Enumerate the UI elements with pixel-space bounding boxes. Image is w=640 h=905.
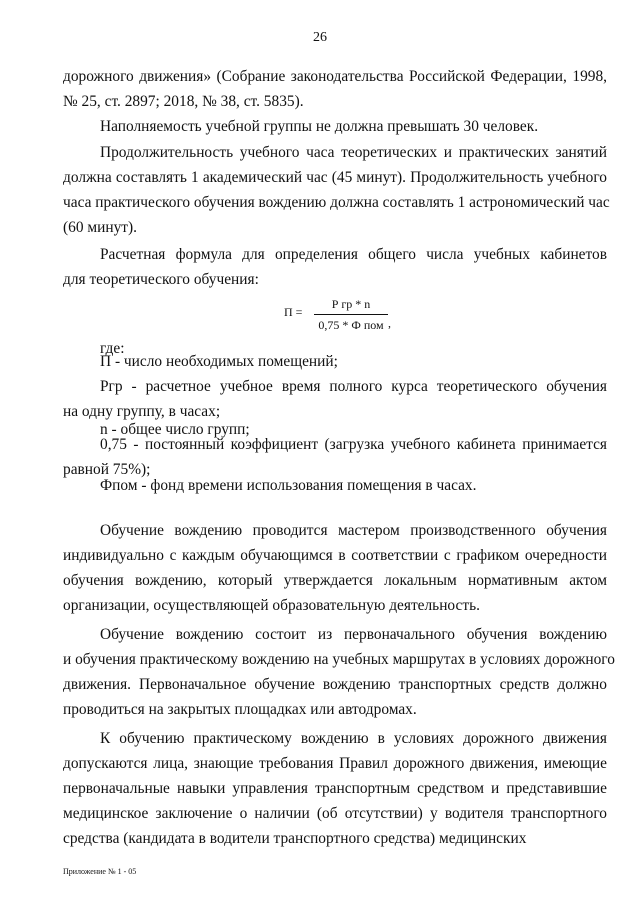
text-line <box>63 473 607 498</box>
formula-lhs: П = <box>284 305 303 319</box>
paragraph <box>63 518 607 618</box>
paragraph <box>63 64 607 114</box>
line-text: равной 75%); <box>63 461 151 478</box>
text-line <box>63 726 607 751</box>
text-line <box>63 622 607 647</box>
line-text: дорожного движения» (Собрание законодательства Российской Федерации, 1998, <box>63 68 607 85</box>
line-text: медицинское заключение о наличии (об отсутствии) у водителя транспортного <box>63 805 607 822</box>
line-text: 0,75 - постоянный коэффициент (загрузка учебного кабинета принимается <box>100 436 607 453</box>
formula-fraction <box>314 297 388 333</box>
line-text: для теоретического обучения: <box>63 271 259 288</box>
text-line <box>63 89 607 114</box>
text-line <box>63 165 607 190</box>
line-text: индивидуально с каждым обучающимся в соответствии с графиком очередности <box>63 547 607 564</box>
line-text: где: <box>100 340 125 357</box>
line-text: Ргр - расчетное учебное время полного курса теоретического обучения <box>100 378 607 395</box>
line-text: обучения вождению, который утверждается локальным нормативным актом <box>63 572 607 589</box>
text-line <box>63 267 607 292</box>
line-text: К обучению практическому вождению в условиях дорожного движения <box>100 730 607 747</box>
text-line <box>63 190 610 215</box>
line-text: на одну группу, в часах; <box>63 403 221 420</box>
footer-note: Приложение № 1 - 05 <box>63 867 137 876</box>
line-text: (60 минут). <box>63 219 137 236</box>
text-line <box>63 374 607 399</box>
formula-denominator: 0,75 * Ф пом <box>318 318 384 332</box>
text-line <box>63 349 607 374</box>
page-number: 26 <box>313 30 327 45</box>
text-line <box>63 140 607 165</box>
text-line <box>63 432 607 457</box>
text-line <box>63 672 607 697</box>
text-line <box>63 543 607 568</box>
paragraph <box>63 349 607 374</box>
line-text: организации, осуществляющей образовательную деятельность. <box>63 597 480 614</box>
line-text: первоначальные навыки управления транспортным средством и представившие <box>63 780 607 797</box>
line-text: Обучение вождению проводится мастером производственного обучения <box>100 522 607 539</box>
line-text: П - число необходимых помещений; <box>100 353 338 370</box>
text-line <box>63 697 607 722</box>
text-line <box>63 751 607 776</box>
line-text: проводиться на закрытых площадках или автодромах. <box>63 701 417 718</box>
paragraph <box>63 726 607 851</box>
paragraph <box>63 114 607 139</box>
text-line <box>63 242 607 267</box>
paragraph <box>63 622 615 722</box>
line-text: допускаются лица, знающие требования Правил дорожного движения, имеющие <box>63 755 607 772</box>
paragraph <box>63 473 607 498</box>
text-line <box>63 215 607 240</box>
line-text: движения. Первоначальное обучение вождению транспортных средств должно <box>63 676 607 693</box>
formula-numerator: Р гр * n <box>314 297 388 315</box>
formula-comma: , <box>388 316 391 330</box>
text-line <box>63 518 607 543</box>
line-text: должна составлять 1 академический час (45 минут). Продолжительность учебного <box>63 169 607 186</box>
text-line <box>63 64 607 89</box>
text-line <box>63 801 607 826</box>
text-line <box>63 568 607 593</box>
text-line <box>63 826 607 851</box>
paragraph <box>63 140 610 240</box>
line-text: Обучение вождению состоит из первоначального обучения вождению <box>100 626 607 643</box>
line-text: средства (кандидата в водители транспортного средства) медицинских <box>63 830 527 847</box>
line-text: и обучения практическому вождению на учебных маршрутах в условиях дорожного <box>63 651 615 668</box>
line-text: Наполняемость учебной группы не должна превышать 30 человек. <box>100 118 539 135</box>
paragraph <box>63 242 607 292</box>
line-text: Фпом - фонд времени использования помещения в часах. <box>100 477 477 494</box>
line-text: часа практического обучения вождению должна составлять 1 астрономический час <box>63 194 610 211</box>
text-line <box>63 776 607 801</box>
line-text: № 25, ст. 2897; 2018, № 38, ст. 5835). <box>63 93 304 110</box>
line-text: Продолжительность учебного часа теоретических и практических занятий <box>100 144 607 161</box>
line-text: n - общее число групп; <box>100 421 250 438</box>
text-line <box>63 647 615 672</box>
text-line <box>63 593 607 618</box>
text-line <box>63 114 607 139</box>
line-text: Расчетная формула для определения общего числа учебных кабинетов <box>100 246 607 263</box>
